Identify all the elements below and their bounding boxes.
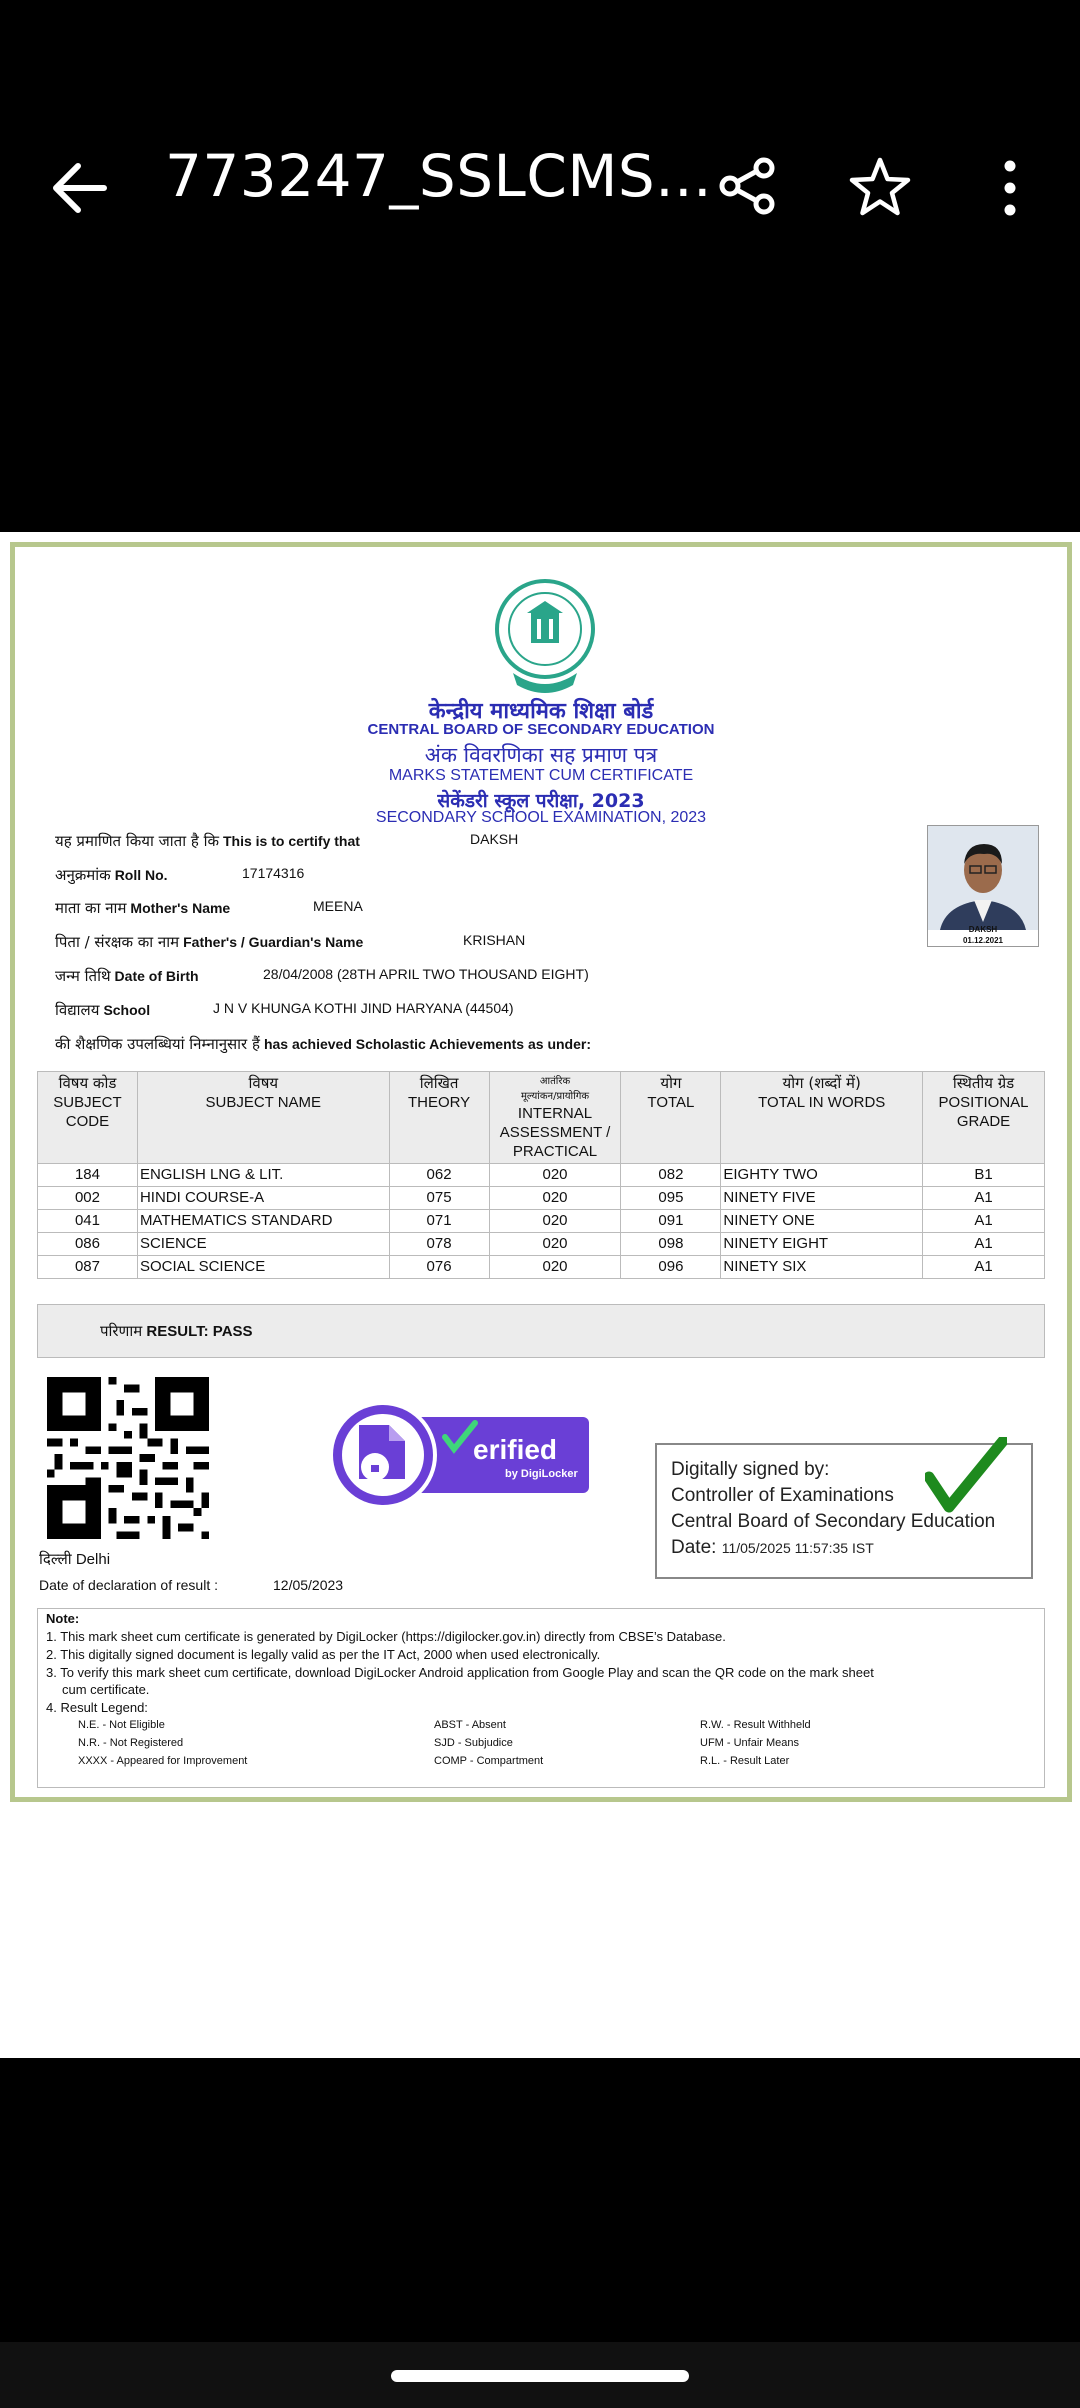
theory-marks: 076 <box>389 1256 489 1279</box>
header-theory: लिखित THEORY <box>389 1072 489 1164</box>
roll-no-field <box>55 865 305 885</box>
roll-no: 17174316 <box>242 865 305 881</box>
subject-code: 184 <box>38 1164 138 1187</box>
table-row <box>38 1164 1045 1187</box>
digital-signature-box[interactable] <box>655 1443 1033 1579</box>
subject-code: 002 <box>38 1187 138 1210</box>
dob-field <box>55 966 589 986</box>
cbse-logo-icon <box>493 577 597 695</box>
more-vert-icon[interactable] <box>998 160 1022 216</box>
achievement-label-hindi: की शैक्षणिक उपलब्धियां निम्नानुसार हैं <box>55 1035 260 1053</box>
verified-by-text: by DigiLocker <box>505 1468 578 1480</box>
exam-name: SECONDARY SCHOOL EXAMINATION, 2023 <box>375 809 707 826</box>
internal-marks: 020 <box>489 1210 621 1233</box>
total-marks: 098 <box>621 1233 721 1256</box>
signature-line-1: Digitally signed by: <box>671 1459 830 1480</box>
board-name: CENTRAL BOARD OF SECONDARY EDUCATION <box>367 721 715 738</box>
declaration-date: 12/05/2023 <box>273 1577 344 1593</box>
header-subject-name: विषय SUBJECT NAME <box>137 1072 389 1164</box>
header-total: योग TOTAL <box>621 1072 721 1164</box>
total-marks: 082 <box>621 1164 721 1187</box>
total-in-words: NINETY ONE <box>721 1210 923 1233</box>
signature-line-2: Controller of Examinations <box>671 1485 894 1506</box>
school-label-hindi: विद्यालय <box>55 1001 100 1019</box>
share-icon[interactable] <box>718 156 778 216</box>
theory-marks: 078 <box>389 1233 489 1256</box>
signature-date: 11/05/2025 11:57:35 IST <box>721 1540 874 1556</box>
grade: A1 <box>923 1210 1045 1233</box>
internal-marks: 020 <box>489 1256 621 1279</box>
doc-type-hindi: अंक विवरणिका सह प्रमाण पत्र <box>424 743 658 767</box>
father-name: KRISHAN <box>463 932 526 948</box>
note-4: 4. Result Legend: <box>46 1700 148 1715</box>
certify-label: This is to certify that <box>223 833 360 849</box>
roll-label: Roll No. <box>114 867 168 883</box>
total-in-words: NINETY EIGHT <box>721 1233 923 1256</box>
exam-name-hindi: सेकेंडरी स्कूल परीक्षा, 2023 <box>437 790 645 812</box>
result-label-hindi: परिणाम <box>100 1322 143 1340</box>
theory-marks: 062 <box>389 1164 489 1187</box>
total-marks: 096 <box>621 1256 721 1279</box>
app-bar <box>0 0 1080 370</box>
subject-name: ENGLISH LNG & LIT. <box>137 1164 389 1187</box>
father-label: Father's / Guardian's Name <box>183 934 364 950</box>
note-3: 3. To verify this mark sheet cum certificate, download DigiLocker Android application from Google Play and scan the QR code on the mark sheet <box>46 1665 874 1680</box>
header-total-words: योग (शब्दों में) TOTAL IN WORDS <box>721 1072 923 1164</box>
place-hindi: दिल्ली <box>39 1550 72 1568</box>
total-marks: 091 <box>621 1210 721 1233</box>
photo-caption-name: DAKSH <box>968 925 998 934</box>
signature-date-label: Date: <box>671 1537 717 1558</box>
mother-name: MEENA <box>313 898 363 914</box>
header-internal: आतंरिक मूल्यांकन/प्रायोगिक INTERNAL ASSESSMENT / PRACTICAL <box>489 1072 621 1164</box>
place-of-issue <box>39 1549 110 1569</box>
table-row <box>38 1210 1045 1233</box>
subject-name: MATHEMATICS STANDARD <box>137 1210 389 1233</box>
marks-table <box>37 1071 1045 1279</box>
signature-date-line <box>671 1537 874 1559</box>
notes-box <box>37 1608 1045 1788</box>
total-in-words: NINETY FIVE <box>721 1187 923 1210</box>
internal-marks: 020 <box>489 1164 621 1187</box>
marks-table-header <box>38 1072 1045 1164</box>
school-field <box>55 1000 514 1020</box>
subject-name: SOCIAL SCIENCE <box>137 1256 389 1279</box>
father-name-field <box>55 932 526 952</box>
declaration-label: Date of declaration of result : <box>39 1577 218 1593</box>
mother-label: Mother's Name <box>130 900 231 916</box>
result-bar <box>37 1304 1045 1358</box>
legend-item: ABST - Absent <box>434 1719 506 1731</box>
certify-label-hindi: यह प्रमाणित किया जाता है कि <box>55 832 219 850</box>
achievement-label: has achieved Scholastic Achievements as under: <box>263 1036 591 1052</box>
total-in-words: NINETY SIX <box>721 1256 923 1279</box>
photo-caption-date: 01.12.2021 <box>962 936 1004 945</box>
achievement-statement <box>55 1034 591 1054</box>
legend-item: XXXX - Appeared for Improvement <box>78 1755 248 1767</box>
certificate-frame <box>10 542 1072 1802</box>
note-3-continued: cum certificate. <box>62 1682 150 1697</box>
legend-item: N.E. - Not Eligible <box>78 1719 165 1731</box>
header-grade: स्थितीय ग्रेड POSITIONAL GRADE <box>923 1072 1045 1164</box>
qr-code-icon[interactable] <box>47 1377 209 1539</box>
signature-line-3: Central Board of Secondary Education <box>671 1511 996 1532</box>
legend-item: R.L. - Result Later <box>700 1755 790 1767</box>
star-icon[interactable] <box>848 155 912 219</box>
document-page[interactable] <box>0 532 1080 2058</box>
subject-code: 087 <box>38 1256 138 1279</box>
signature-valid-check-icon <box>925 1437 1007 1513</box>
result-value: RESULT: PASS <box>146 1323 253 1340</box>
back-arrow-icon[interactable] <box>50 160 110 216</box>
legend-item: R.W. - Result Withheld <box>700 1719 811 1731</box>
declaration-date-field <box>39 1577 344 1593</box>
notes-title: Note: <box>46 1611 80 1626</box>
grade: B1 <box>923 1164 1045 1187</box>
dob-label: Date of Birth <box>114 968 199 984</box>
candidate-photo <box>927 825 1039 947</box>
subject-code: 041 <box>38 1210 138 1233</box>
board-name-hindi: केन्द्रीय माध्यमिक शिक्षा बोर्ड <box>428 699 654 724</box>
grade: A1 <box>923 1187 1045 1210</box>
subject-name: SCIENCE <box>137 1233 389 1256</box>
father-label-hindi: पिता / संरक्षक का नाम <box>55 933 180 951</box>
internal-marks: 020 <box>489 1187 621 1210</box>
school-label: School <box>103 1002 151 1018</box>
table-row <box>38 1256 1045 1279</box>
mother-name-field <box>55 898 363 918</box>
subject-name: HINDI COURSE-A <box>137 1187 389 1210</box>
total-in-words: EIGHTY TWO <box>721 1164 923 1187</box>
school-name: J N V KHUNGA KOTHI JIND HARYANA (44504) <box>213 1000 514 1016</box>
doc-type: MARKS STATEMENT CUM CERTIFICATE <box>388 767 694 784</box>
theory-marks: 075 <box>389 1187 489 1210</box>
legend-item: SJD - Subjudice <box>434 1737 513 1749</box>
digilocker-verified-badge-icon <box>327 1399 595 1511</box>
header-subject-code: विषय कोड SUBJECT CODE <box>38 1072 138 1164</box>
verified-text: erified <box>473 1434 558 1465</box>
note-2: 2. This digitally signed document is legally valid as per the IT Act, 2000 when used electronically. <box>46 1647 601 1662</box>
candidate-name: DAKSH <box>470 831 519 847</box>
legend-item: COMP - Compartment <box>434 1755 544 1767</box>
mother-label-hindi: माता का नाम <box>55 899 127 917</box>
subject-code: 086 <box>38 1233 138 1256</box>
internal-marks: 020 <box>489 1233 621 1256</box>
table-row <box>38 1187 1045 1210</box>
legend-item: N.R. - Not Registered <box>78 1737 184 1749</box>
place-english: Delhi <box>75 1551 111 1568</box>
dob-label-hindi: जन्म तिथि <box>55 967 111 985</box>
total-marks: 095 <box>621 1187 721 1210</box>
grade: A1 <box>923 1256 1045 1279</box>
theory-marks: 071 <box>389 1210 489 1233</box>
candidate-name-field <box>55 831 519 851</box>
grade: A1 <box>923 1233 1045 1256</box>
note-1: 1. This mark sheet cum certificate is generated by DigiLocker (https://digilocker.gov.in) directly from CBSE’s Database. <box>46 1629 726 1644</box>
table-row <box>38 1233 1045 1256</box>
home-gesture-handle[interactable] <box>391 2370 689 2382</box>
dob-value: 28/04/2008 (28TH APRIL TWO THOUSAND EIGHT) <box>263 966 589 982</box>
result-text <box>100 1321 253 1341</box>
document-title: 773247_SSLCMS... <box>165 142 713 210</box>
legend-item: UFM - Unfair Means <box>700 1737 800 1749</box>
roll-label-hindi: अनुक्रमांक <box>55 866 111 884</box>
